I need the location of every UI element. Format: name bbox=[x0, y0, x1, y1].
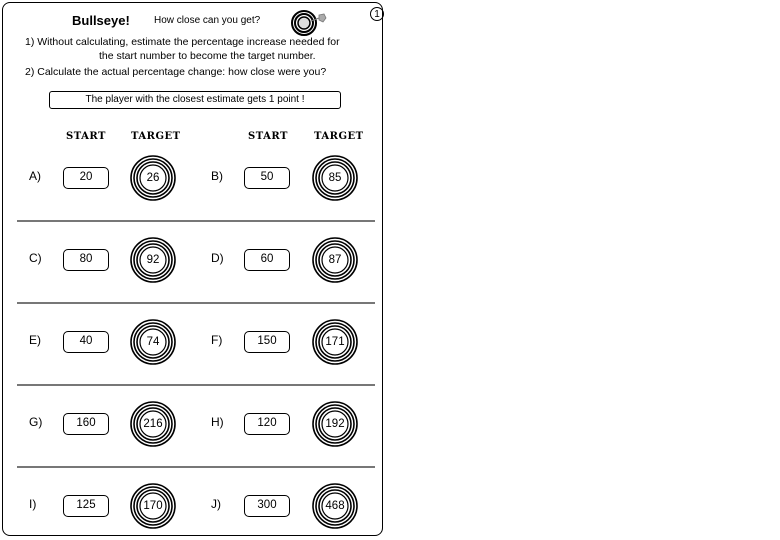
start-header-right: START bbox=[248, 131, 288, 142]
worksheet bbox=[2, 2, 383, 536]
start-number-box: 120 bbox=[244, 413, 290, 435]
start-number-box: 150 bbox=[244, 331, 290, 353]
target-header-left: TARGET bbox=[131, 131, 181, 142]
page-subtitle: How close can you get? bbox=[154, 15, 261, 26]
target-bullseye bbox=[130, 237, 176, 283]
row-divider bbox=[17, 384, 375, 386]
instruction-line-1: 1) Without calculating, estimate the percentage increase needed for bbox=[25, 36, 340, 48]
start-number-box: 60 bbox=[244, 249, 290, 271]
target-bullseye bbox=[130, 319, 176, 365]
target-number: 170 bbox=[143, 500, 163, 512]
problem-letter: I) bbox=[29, 497, 37, 511]
target-number: 468 bbox=[325, 500, 345, 512]
start-number-box: 50 bbox=[244, 167, 290, 189]
row-divider bbox=[17, 466, 375, 468]
target-bullseye bbox=[130, 155, 176, 201]
start-header-left: START bbox=[66, 131, 106, 142]
target-number: 26 bbox=[146, 172, 160, 184]
problem-letter: E) bbox=[29, 333, 41, 347]
start-number-box: 40 bbox=[63, 331, 109, 353]
target-bullseye bbox=[130, 401, 176, 447]
row-divider bbox=[17, 220, 375, 222]
start-number-box: 80 bbox=[63, 249, 109, 271]
target-number: 87 bbox=[328, 254, 342, 266]
scoring-rule: The player with the closest estimate gets 1 point ! bbox=[49, 91, 341, 109]
problem-letter: F) bbox=[211, 333, 223, 347]
page-number-badge: 1 bbox=[370, 7, 384, 21]
bullseye-dart-icon bbox=[291, 9, 331, 37]
target-header-right: TARGET bbox=[314, 131, 364, 142]
problem-letter: A) bbox=[29, 169, 41, 183]
problem-letter: C) bbox=[29, 251, 42, 265]
target-bullseye bbox=[312, 155, 358, 201]
target-number: 216 bbox=[143, 418, 163, 430]
problem-letter: J) bbox=[211, 497, 221, 511]
start-number-box: 300 bbox=[244, 495, 290, 517]
problem-letter: H) bbox=[211, 415, 224, 429]
row-divider bbox=[17, 302, 375, 304]
target-bullseye bbox=[312, 401, 358, 447]
page-title: Bullseye! bbox=[72, 13, 130, 28]
problem-letter: D) bbox=[211, 251, 224, 265]
target-number: 92 bbox=[146, 254, 160, 266]
instruction-line-2: the start number to become the target number. bbox=[99, 50, 316, 62]
target-number: 74 bbox=[146, 336, 160, 348]
start-number-box: 20 bbox=[63, 167, 109, 189]
problem-letter: G) bbox=[29, 415, 43, 429]
target-number: 192 bbox=[325, 418, 345, 430]
start-number-box: 160 bbox=[63, 413, 109, 435]
instruction-line-3: 2) Calculate the actual percentage change: how close were you? bbox=[25, 66, 327, 78]
target-number: 171 bbox=[325, 336, 345, 348]
target-bullseye bbox=[312, 237, 358, 283]
target-bullseye bbox=[312, 483, 358, 529]
target-bullseye bbox=[312, 319, 358, 365]
target-bullseye bbox=[130, 483, 176, 529]
start-number-box: 125 bbox=[63, 495, 109, 517]
target-number: 85 bbox=[328, 172, 342, 184]
problem-letter: B) bbox=[211, 169, 223, 183]
